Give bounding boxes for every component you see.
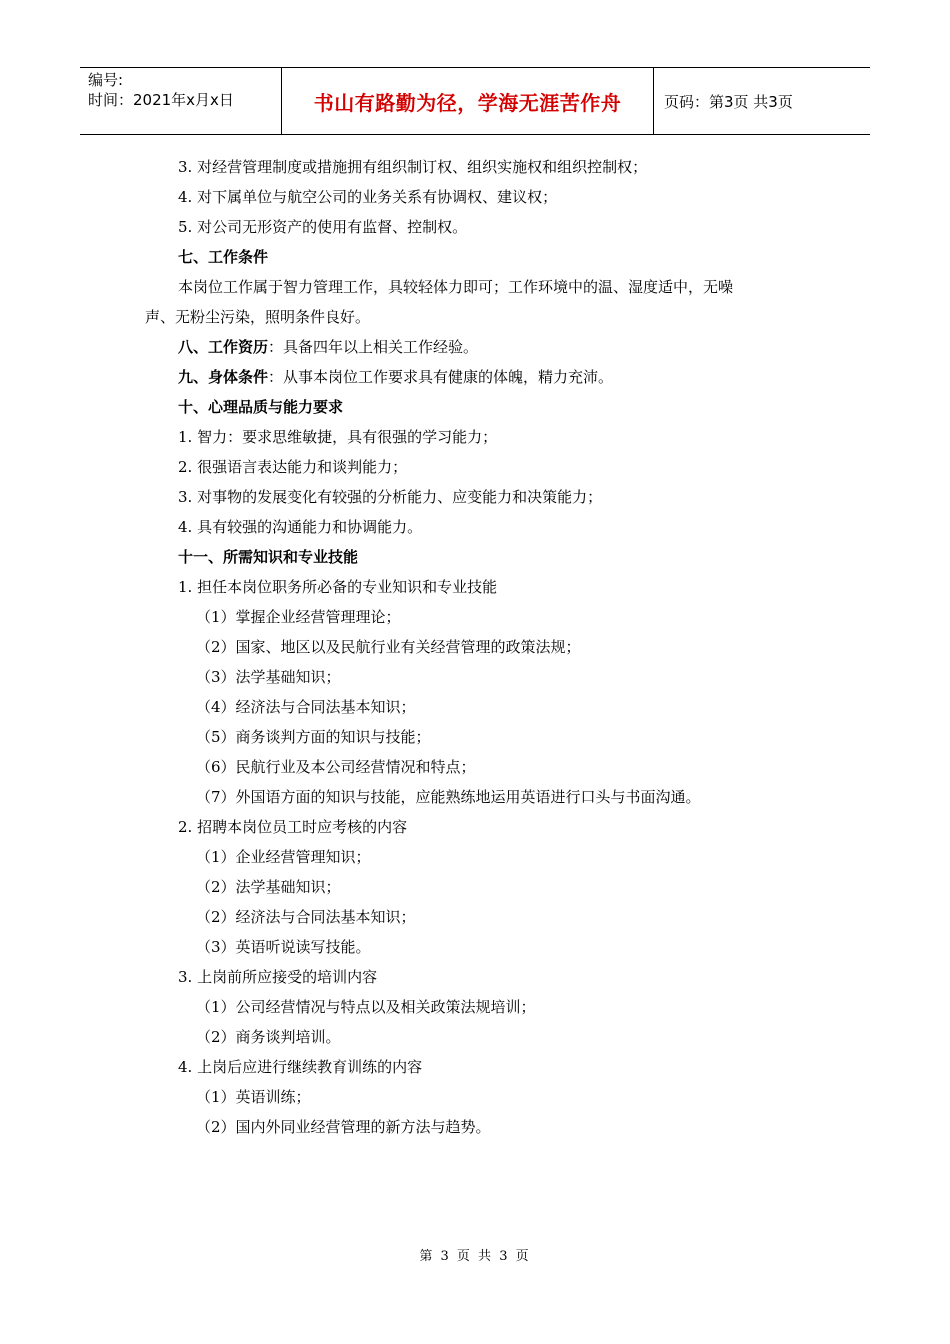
line-text: （2）商务谈判培训。 [196,1028,341,1046]
line-text: （4）经济法与合同法基本知识； [196,698,416,716]
document-date-label: 时间：2021年x月x日 [88,91,234,109]
document-line [196,1087,311,1107]
document-line [196,1027,341,1047]
document-line [178,367,613,387]
document-line [196,667,341,687]
line-text: 2. 招聘本岗位员工时应考核的内容 [178,818,408,836]
document-line [178,247,268,267]
document-line [196,1117,491,1137]
line-text: 4. 上岗后应进行继续教育训练的内容 [178,1058,423,1076]
document-line [178,277,733,297]
line-text: 1. 智力：要求思维敏捷，具有很强的学习能力； [178,428,498,446]
line-text: （2）国家、地区以及民航行业有关经营管理的政策法规； [196,638,581,656]
document-line [196,907,416,927]
document-line [178,427,497,447]
document-line [196,937,371,957]
line-text: 5. 对公司无形资产的使用有监督、控制权。 [178,218,468,236]
line-text: （1）公司经营情况与特点以及相关政策法规培训； [196,998,536,1016]
document-line [196,847,371,867]
section-heading: 七、工作条件 [178,248,269,266]
document-line [178,187,557,207]
document-line [178,817,407,837]
line-text: （3）法学基础知识； [196,668,341,686]
document-line [178,337,478,357]
section-heading: 八、工作资历 [178,338,269,356]
header-page-label: 页码：第3页 共3页 [664,92,793,111]
line-text: （1）企业经营管理知识； [196,848,371,866]
document-line [178,217,467,237]
line-text: 3. 上岗前所应接受的培训内容 [178,968,378,986]
line-text: 声、无粉尘污染，照明条件良好。 [145,308,371,326]
document-line [178,547,358,567]
document-line [178,967,377,987]
page-footer: 第 3 页 共 3 页 [419,1249,531,1264]
document-line [178,487,602,507]
document-line [196,607,401,627]
header-left-cell [80,68,281,134]
page-header [80,67,870,135]
line-text: （2）经济法与合同法基本知识； [196,908,416,926]
line-text: （2）法学基础知识； [196,878,341,896]
line-text: （1）英语训练； [196,1088,311,1106]
line-text: （6）民航行业及本公司经营情况和特点； [196,758,476,776]
document-line [196,757,476,777]
line-text: （1）掌握企业经营管理理论； [196,608,401,626]
document-line [196,787,701,807]
line-text: ：从事本岗位工作要求具有健康的体魄，精力充沛。 [268,368,614,386]
section-heading: 十一、所需知识和专业技能 [178,548,359,566]
line-text: （5）商务谈判方面的知识与技能； [196,728,431,746]
document-line [145,307,370,327]
line-text: （7）外国语方面的知识与技能，应能熟练地运用英语进行口头与书面沟通。 [196,788,701,806]
section-heading: 九、身体条件 [178,368,269,386]
header-motto: 书山有路勤为径，学海无涯苦作舟 [281,68,654,134]
line-text: 3. 对事物的发展变化有较强的分析能力、应变能力和决策能力； [178,488,603,506]
document-line [178,1057,422,1077]
line-text: 本岗位工作属于智力管理工作，具较轻体力即可；工作环境中的温、湿度适中，无噪 [178,278,734,296]
line-text: 4. 具有较强的沟通能力和协调能力。 [178,518,423,536]
document-line [196,877,341,897]
line-text: 3. 对经营管理制度或措施拥有组织制订权、组织实施权和组织控制权； [178,158,648,176]
document-number-label: 编号: [88,71,124,89]
line-text: （3）英语听说读写技能。 [196,938,371,956]
line-text: ：具备四年以上相关工作经验。 [268,338,479,356]
document-line [178,457,407,477]
document-line [178,157,647,177]
line-text: 4. 对下属单位与航空公司的业务关系有协调权、建议权； [178,188,558,206]
document-line [178,397,343,417]
document-line [196,637,581,657]
line-text: 2. 很强语言表达能力和谈判能力； [178,458,408,476]
document-line [196,997,536,1017]
document-line [196,727,431,747]
document-line [178,577,497,597]
line-text: （2）国内外同业经营管理的新方法与趋势。 [196,1118,491,1136]
document-line [178,517,422,537]
line-text: 1. 担任本岗位职务所必备的专业知识和专业技能 [178,578,498,596]
document-line [196,697,416,717]
section-heading: 十、心理品质与能力要求 [178,398,344,416]
